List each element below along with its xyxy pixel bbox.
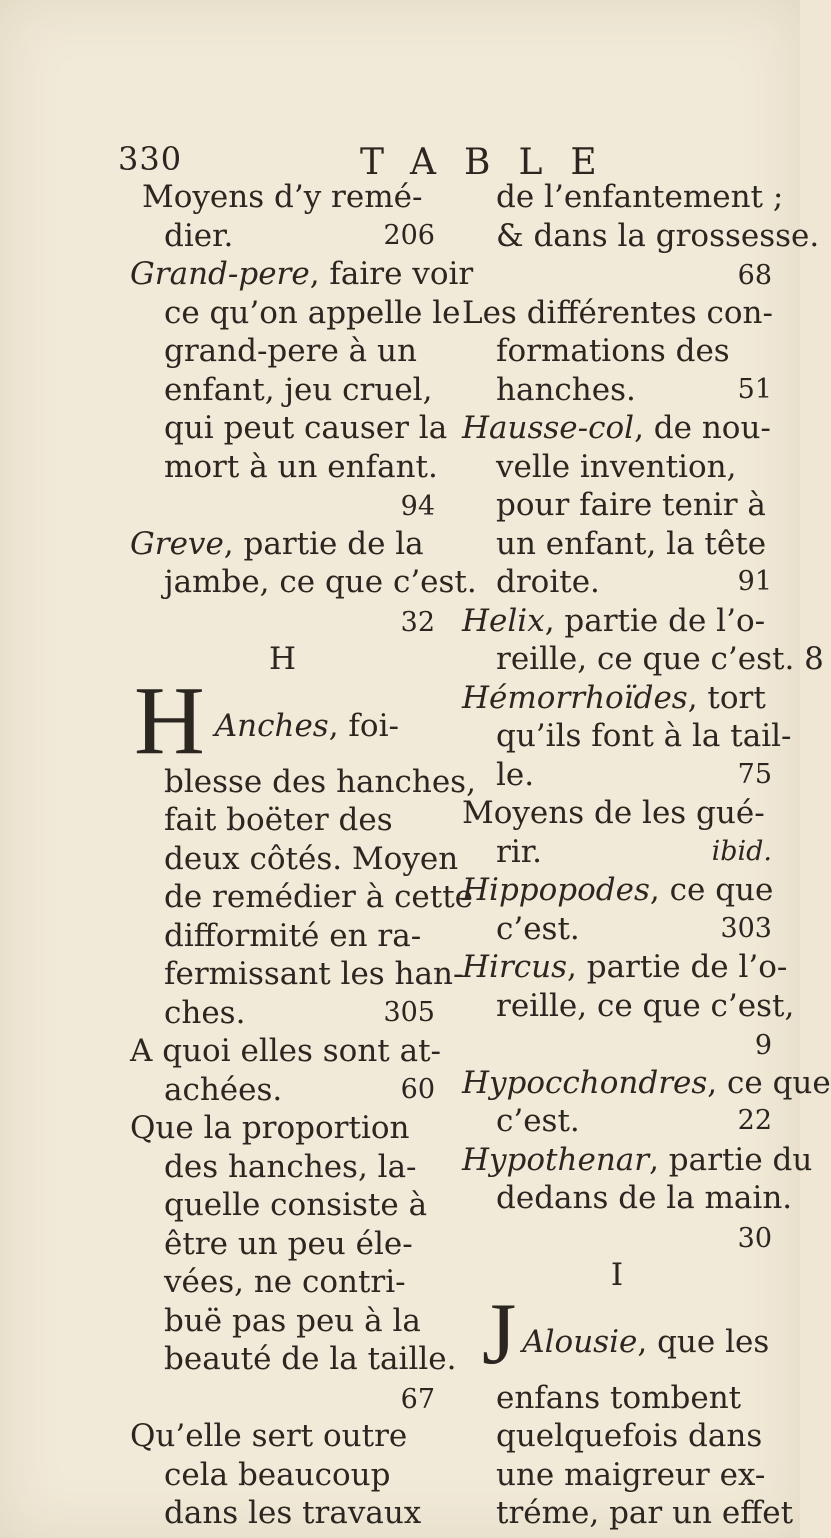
heading-letter: H xyxy=(268,641,297,677)
page-reference: 91 xyxy=(737,566,772,597)
index-line xyxy=(462,640,824,679)
entry-text: , de nou- xyxy=(634,410,771,446)
index-line xyxy=(462,1141,813,1180)
entry-term: Anches xyxy=(214,707,329,744)
index-line xyxy=(462,255,772,294)
heading-letter: I xyxy=(610,1257,624,1293)
page-reference: 75 xyxy=(737,758,772,790)
entry-text: dans les travaux xyxy=(164,1495,422,1531)
entry-text: quelquefois dans xyxy=(496,1418,763,1454)
index-line xyxy=(130,1263,435,1302)
entry-text: un enfant, la tête xyxy=(496,525,767,562)
entry-text: enfant, jeu cruel, xyxy=(164,371,433,408)
index-line xyxy=(130,1494,435,1533)
entry-text: jambe, ce que c’est. xyxy=(164,564,477,600)
index-line xyxy=(130,1071,435,1110)
index-line xyxy=(462,1064,831,1103)
entry-text: Qu’elle sert outre xyxy=(130,1418,408,1454)
index-line xyxy=(462,1379,772,1418)
index-line xyxy=(130,1186,435,1225)
entry-text: droite. xyxy=(496,564,600,600)
entry-text: pour faire tenir à xyxy=(496,487,766,523)
index-line xyxy=(462,1494,794,1533)
index-line xyxy=(130,763,476,802)
page-reference: 68 xyxy=(737,260,772,291)
entry-text: une maigreur ex- xyxy=(496,1456,766,1493)
entry-rest: , que les xyxy=(637,1323,770,1360)
entry-text: Moyens d’y remé- xyxy=(142,179,423,215)
page-reference: 60 xyxy=(400,1073,435,1105)
page-reference: ibid. xyxy=(711,835,772,867)
index-line xyxy=(462,1179,793,1218)
entry-term: Hypothenar xyxy=(462,1141,650,1178)
entry-text: dier. xyxy=(164,217,234,254)
entry-term: Hircus xyxy=(462,949,568,985)
index-right-column xyxy=(462,178,831,1533)
entry-text: ches. xyxy=(164,994,246,1031)
page-reference: 94 xyxy=(400,491,435,522)
entry-text: , ce que xyxy=(649,872,774,908)
index-line xyxy=(130,1379,435,1418)
index-line xyxy=(130,217,435,256)
index-line xyxy=(462,1218,772,1257)
entry-text: reille, ce que c’est. 8 xyxy=(496,641,824,677)
entry-text: & dans la grossesse. xyxy=(496,217,820,254)
entry-text: Que la proportion xyxy=(130,1110,410,1146)
entry-text: être un peu éle- xyxy=(164,1225,413,1262)
index-line xyxy=(462,525,772,564)
entry-text: deux côtés. Moyen xyxy=(164,840,459,877)
index-line xyxy=(462,217,820,256)
index-line xyxy=(130,1340,457,1379)
index-line xyxy=(462,987,795,1026)
entry-text: enfans tombent xyxy=(496,1379,742,1416)
index-line xyxy=(130,878,474,917)
index-line xyxy=(130,1302,435,1341)
entry-text: ce qu’on appelle le xyxy=(164,294,461,331)
entry-text: c’est. xyxy=(496,910,580,947)
page-reference: 9 xyxy=(754,1030,772,1061)
entry-text: rir. xyxy=(496,833,543,870)
entry-term: Hypocchondres xyxy=(462,1064,708,1101)
dropcap-entry xyxy=(462,1285,772,1383)
index-line xyxy=(130,1456,435,1495)
index-line xyxy=(462,332,772,371)
page-reference: 67 xyxy=(400,1383,435,1415)
entry-text xyxy=(215,679,399,746)
index-line xyxy=(462,1456,772,1495)
index-line xyxy=(462,910,772,949)
entry-text: Les différentes con- xyxy=(462,294,773,331)
page-reference: 32 xyxy=(400,606,435,638)
entry-text: le. xyxy=(496,756,535,793)
entry-text: hanches. xyxy=(496,371,636,408)
index-line xyxy=(462,679,772,718)
entry-text: buë pas peu à la xyxy=(164,1302,421,1339)
entry-text: c’est. xyxy=(496,1103,580,1139)
index-line xyxy=(130,917,435,956)
entry-text: tréme, par un effet xyxy=(496,1495,794,1531)
entry-text: Moyens de les gué- xyxy=(462,795,765,831)
entry-text: , ce que xyxy=(707,1064,831,1101)
dropcap-letter: H xyxy=(134,666,205,775)
index-line xyxy=(130,955,464,994)
page-number: 330 xyxy=(118,140,183,178)
entry-text: achées. xyxy=(164,1071,283,1108)
entry-text: , partie de l’o- xyxy=(544,602,766,639)
entry-text: qui peut causer la xyxy=(164,410,448,446)
index-line xyxy=(130,255,474,294)
entry-text: velle invention, xyxy=(496,448,737,485)
index-line xyxy=(462,717,792,756)
index-line xyxy=(130,1225,435,1264)
index-line xyxy=(462,563,772,602)
index-line xyxy=(130,332,435,371)
entry-text: grand-pere à un xyxy=(164,333,417,369)
entry-text: qu’ils font à la tail- xyxy=(496,718,792,754)
running-title: TABLE xyxy=(360,142,625,183)
entry-text: , partie du xyxy=(649,1141,813,1178)
index-line xyxy=(462,294,772,333)
entry-term: Alousie xyxy=(522,1323,638,1360)
page-reference: 206 xyxy=(383,219,435,251)
index-line xyxy=(130,448,438,487)
entry-text: fermissant les han- xyxy=(164,956,464,992)
entry-text xyxy=(522,1295,769,1362)
index-line xyxy=(462,371,772,410)
entry-text: reille, ce que c’est, xyxy=(496,987,795,1024)
dropcap-letter: J xyxy=(482,1285,517,1383)
dropcap-entry xyxy=(130,666,435,775)
index-line xyxy=(130,840,459,879)
entry-text: formations des xyxy=(496,333,730,369)
index-line xyxy=(130,1417,435,1456)
entry-term: Greve xyxy=(130,525,224,562)
index-line xyxy=(462,1025,772,1064)
index-line xyxy=(462,871,772,910)
index-line xyxy=(462,178,784,217)
index-line xyxy=(462,486,772,525)
entry-text: quelle consiste à xyxy=(164,1187,428,1223)
index-line xyxy=(130,525,435,564)
entry-text: de remédier à cette xyxy=(164,879,474,915)
page-reference: 305 xyxy=(383,996,435,1028)
index-line xyxy=(462,602,772,641)
page-reference: 303 xyxy=(720,912,772,944)
index-line xyxy=(462,794,772,833)
entry-text: beauté de la taille. xyxy=(164,1341,457,1377)
entry-rest: , foi- xyxy=(328,707,399,744)
entry-term: Helix xyxy=(462,602,545,639)
index-left-column xyxy=(130,178,477,1533)
index-line xyxy=(462,833,772,872)
entry-text: des hanches, la- xyxy=(164,1148,417,1185)
index-line xyxy=(462,448,772,487)
index-line xyxy=(130,1148,435,1187)
entry-text: fait boëter des xyxy=(164,802,393,838)
index-line xyxy=(462,409,772,448)
index-line xyxy=(130,1032,442,1071)
index-line xyxy=(130,994,435,1033)
index-line xyxy=(130,602,435,641)
entry-text: blesse des hanches, xyxy=(164,763,476,800)
index-line xyxy=(130,563,477,602)
index-line xyxy=(130,1109,435,1148)
index-line xyxy=(462,1417,772,1456)
index-line xyxy=(130,294,461,333)
entry-term: Grand-pere xyxy=(130,256,310,292)
entry-text: , partie de l’o- xyxy=(567,949,788,985)
entry-text: A quoi elles sont at- xyxy=(130,1033,442,1069)
index-line xyxy=(130,178,435,217)
index-line xyxy=(462,756,772,795)
page-reference: 51 xyxy=(737,373,772,405)
index-line xyxy=(462,948,788,987)
page-reference: 30 xyxy=(737,1222,772,1254)
entry-text: , partie de la xyxy=(223,525,424,562)
entry-text: mort à un enfant. xyxy=(164,448,438,485)
entry-text: , tort xyxy=(687,679,766,716)
entry-term: Hausse-col xyxy=(462,410,635,446)
entry-text: difformité en ra- xyxy=(164,917,422,954)
entry-term: Hippopodes xyxy=(462,872,650,908)
index-line xyxy=(130,409,448,448)
entry-term: Hémorrhoïdes xyxy=(462,679,688,716)
index-line xyxy=(130,801,435,840)
entry-text: de l’enfantement ; xyxy=(496,179,784,215)
index-line xyxy=(130,371,435,410)
index-line xyxy=(462,1102,772,1141)
entry-text: , faire voir xyxy=(309,256,474,292)
entry-text: cela beaucoup xyxy=(164,1456,391,1493)
page-reference: 22 xyxy=(737,1105,772,1136)
entry-text: vées, ne contri- xyxy=(164,1264,406,1300)
index-line xyxy=(130,486,435,525)
entry-text: dedans de la main. xyxy=(496,1180,793,1216)
